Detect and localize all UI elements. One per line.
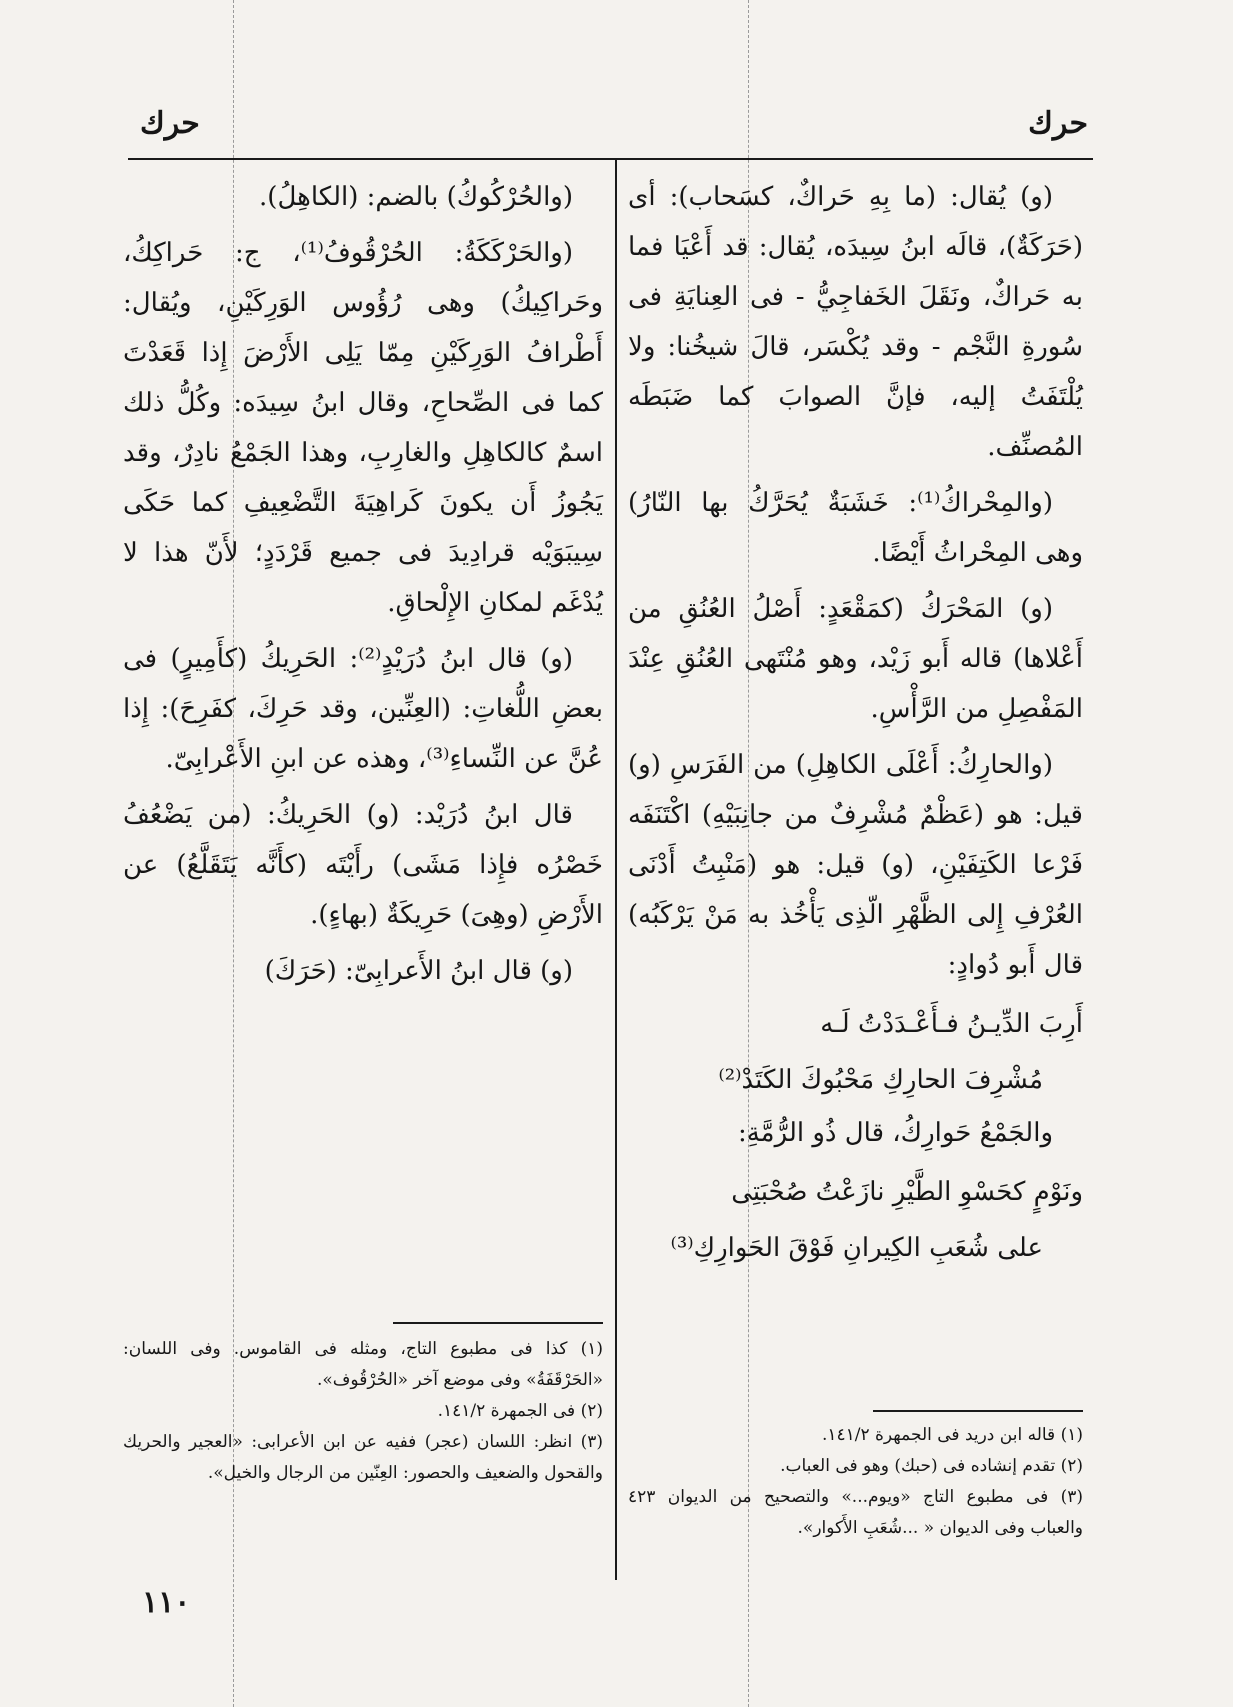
entry-paragraph: (والحارِكُ: أَعْلَى الكاهِلِ) من الفَرَسِ (و) قيل: هو (عَظْمٌ مُشْرِفٌ من جانِبَيْهِ) اكْتَنَفَه فَرْعا الكَتِفَيْنِ، (و) قيل: هو (مَنْبِتُ أَدْنَى العُرْفِ إِلى الظَّهْرِ الّذِى يَأْخُذ به مَنْ يَرْكَبُه) قال أَبو دُوادٍ: <box>628 750 1083 980</box>
verse-line: مُشْرِفَ الحارِكِ مَحْبُوكَ الكَتَدْ⁽²⁾ <box>718 1065 1043 1095</box>
footnote: (٣) انظر: اللسان (عجر) ففيه عن ابن الأعرابى: «العجير والحريك والقحول والضعيف والحصور: العِنّين من الرجال والخيل». <box>123 1432 603 1483</box>
footnote: (٢) تقدم إنشاده فى (حبك) وهو فى العباب. <box>780 1456 1083 1476</box>
page-number: ١١٠ <box>142 1585 191 1620</box>
entry-paragraph: (والحَرْكَكَةُ: الحُرْقُوفُ⁽¹⁾، ج: حَراكِكُ، وحَراكِيكُ) وهى رُؤُوس الوَرِكَيْنِ، ويُقال: أَطْرافُ الوَرِكَيْنِ مِمّا يَلِى الأَرْضَ إِذا قَعَدْتَ كما فى الصِّحاحِ، وقال ابنُ سِيدَه: وكُلُّ ذلك اسمٌ كالكاهِلِ والغارِبِ، وهذا الجَمْعُ نادِرٌ، وقد يَجُوزُ أَن يكونَ كَراهِيَةَ التَّضْعِيفِ كما حَكَى سِيبَوَيْه قرادِيدَ فى جميع قَرْدَدٍ؛ لأَنّ هذا لا يُدْغَم لمكانِ الإِلْحاقِ. <box>123 238 603 618</box>
entry-paragraph: (والمِحْراكُ⁽¹⁾: خَشَبَةٌ يُحَرَّكُ بها النّارُ) وهى المِحْراثُ أَيْضًا. <box>628 488 1083 568</box>
right-column <box>628 172 1083 1276</box>
footnote: (١) كذا فى مطبوع التاج، ومثله فى القاموس. وفى اللسان: «الحَرْقَفَةُ» وفى موضع آخر «الحُرْقُوف». <box>123 1339 603 1390</box>
entry-paragraph: والجَمْعُ حَوارِكُ، قال ذُو الرُّمَّةِ: <box>737 1118 1053 1148</box>
footnote: (١) قاله ابن دريد فى الجمهرة ١٤١/٢. <box>821 1425 1083 1445</box>
running-header-left: حرك <box>140 106 200 141</box>
entry-paragraph: (والحُرْكُوكُ) بالضم: (الكاهِلُ). <box>259 182 573 212</box>
entry-paragraph: قال ابنُ دُرَيْد: (و) الحَرِيكُ: (من يَضْعُفُ خَصْرُه فإِذا مَشَى) رأَيْتَه (كأَنَّه يَتَقَلَّعُ) عن الأَرْضِ (وهِىَ) حَرِيكَةٌ (بهاءٍ). <box>123 800 603 930</box>
footnote: (٣) فى مطبوع التاج «ويوم...» والتصحيح من الديوان ٤٢٣ والعباب وفى الديوان « ...شُعَبِ الأَكوار». <box>628 1487 1083 1538</box>
entry-paragraph: (و) المَحْرَكُ (كمَقْعَدٍ: أَصْلُ العُنُقِ من أَعْلاها) قاله أَبو زَيْد، وهو مُنْتَهى العُنُقِ عِنْدَ المَفْصِلِ من الرَّأْسِ. <box>628 594 1083 724</box>
entry-paragraph: (و) يُقال: (ما بِهِ حَراكٌ، كسَحاب): أى (حَرَكَةٌ)، قالَه ابنُ سِيدَه، يُقال: قد أَعْيَا فما به حَراكٌ، ونَقَلَ الخَفاجِيُّ - فى العِنايَةِ فى سُورةِ النَّجْم - وقد يُكْسَر، قالَ شيخُنا: ولا يُلْتَفَتُ إليه، فإنَّ الصوابَ كما ضَبَطَه المُصنِّف. <box>628 182 1083 462</box>
verse-line: ونَوْمٍ كحَسْوِ الطَّيْرِ نازَعْتُ صُحْبَتِى <box>731 1177 1083 1207</box>
header-rule <box>128 158 1093 160</box>
entry-paragraph: (و) قال ابنُ الأَعرابِىّ: (حَرَكَ) <box>264 956 573 986</box>
footnotes-left <box>123 1334 603 1489</box>
verse-line: على شُعَبِ الكِيرانِ فَوْقَ الحَوارِكِ⁽³⁾ <box>670 1233 1043 1263</box>
left-column <box>123 172 603 1002</box>
footnote-rule <box>393 1322 603 1324</box>
footnote-rule <box>873 1410 1083 1412</box>
footnotes-right <box>628 1420 1083 1544</box>
footnote: (٢) فى الجمهرة ١٤١/٢. <box>437 1401 603 1421</box>
running-header-right: حرك <box>1028 106 1088 141</box>
entry-paragraph: (و) قال ابنُ دُرَيْدٍ⁽²⁾: الحَرِيكُ (كأَمِيرٍ) فى بعضِ اللُّغاتِ: (العِنِّين، وقد حَرِكَ، كفَرِحَ): إِذا عُنَّ عن النِّساءِ⁽³⁾، وهذه عن ابنِ الأَعْرابِىّ. <box>123 644 603 774</box>
verse-line: أَرِبَ الدِّيـنُ فـأَعْـدَدْتُ لَـه <box>820 1009 1083 1039</box>
column-divider <box>615 160 617 1580</box>
